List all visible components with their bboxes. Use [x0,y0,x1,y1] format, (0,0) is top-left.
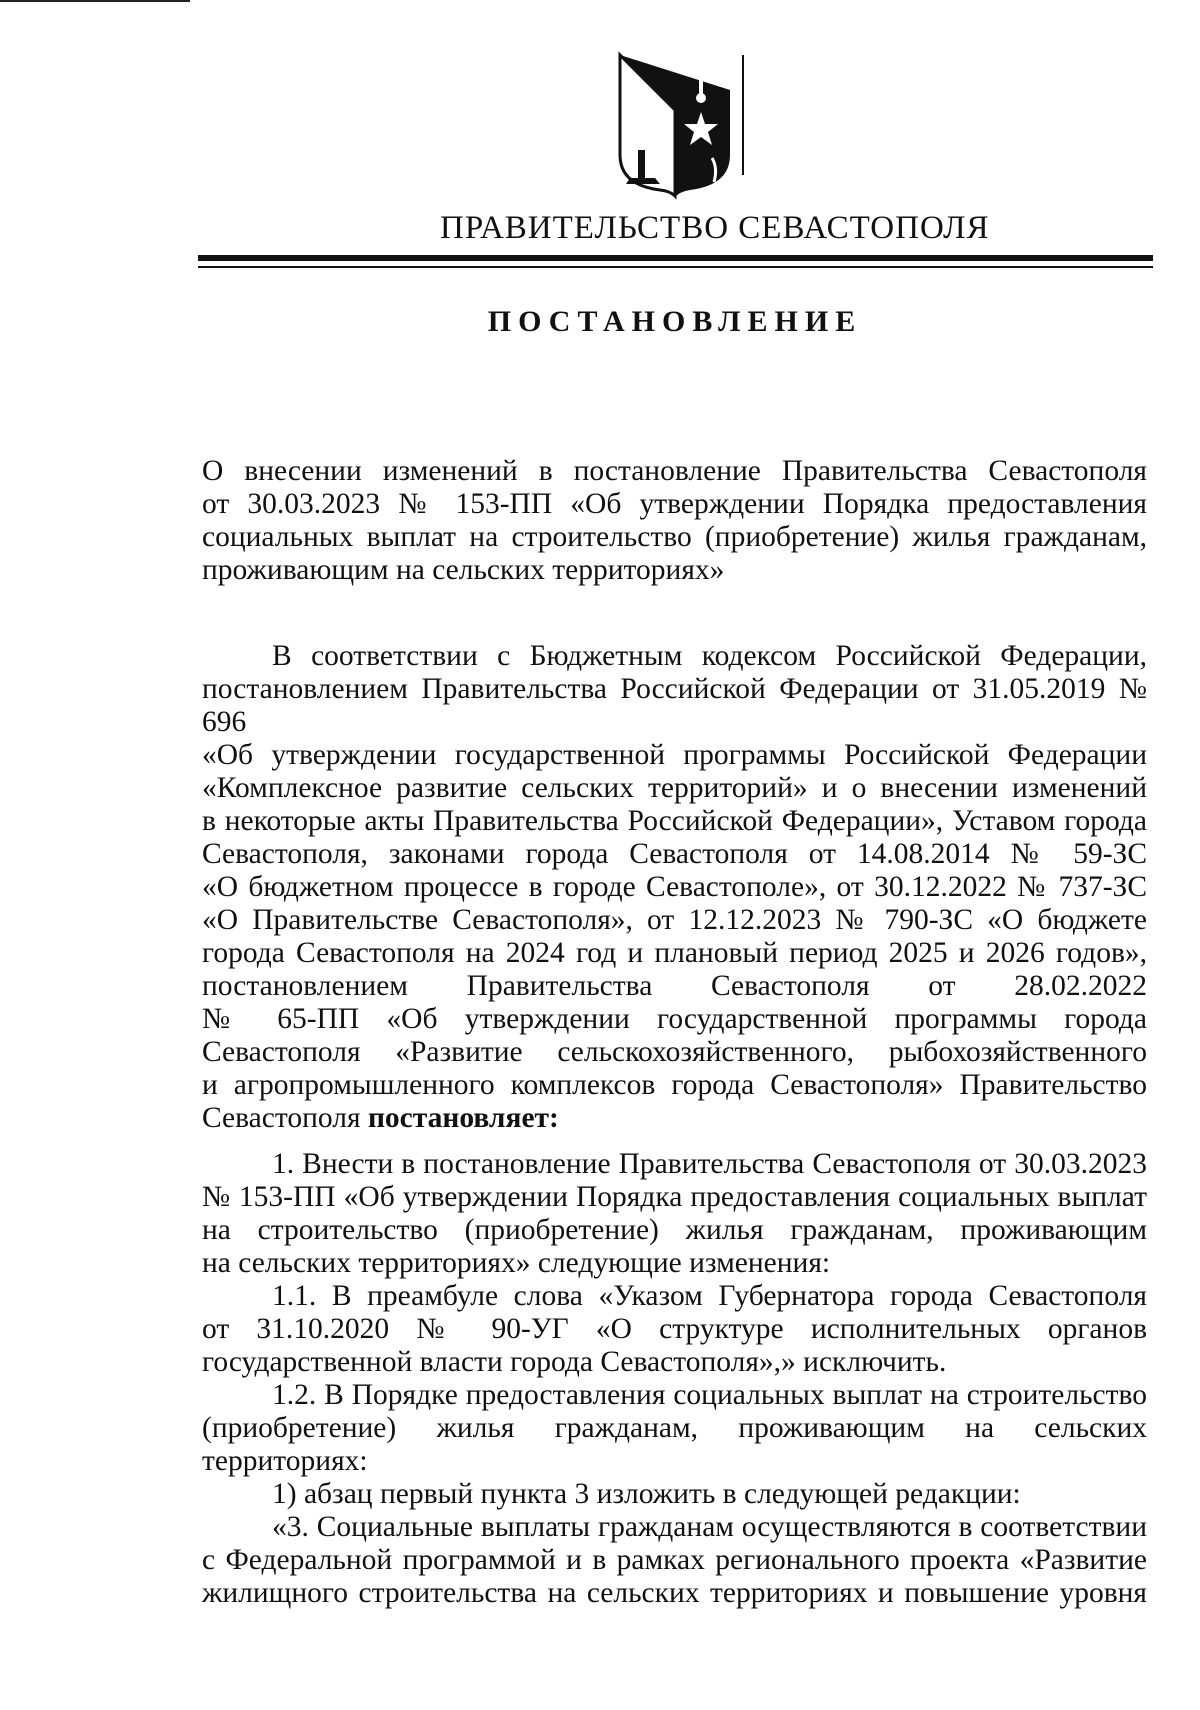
body-line: государственной власти города Севастополя»,» исключить. [202,1346,947,1378]
preamble-line: № 65-ПП «Об утверждении государственной программы города [202,1003,1147,1035]
header-rule-thick [198,255,1153,261]
preamble-line: В соответствии с Бюджетным кодексом Российской Федерации, [272,640,1147,672]
preamble [202,640,1147,1135]
title-line: О внесении изменений в постановление Правительства Севастополя [202,455,1147,487]
scan-edge-mark [0,0,190,2]
preamble-line: постановлением Правительства Российской Федерации от 31.05.2019 № 696 [202,673,1147,738]
government-name: ПРАВИТЕЛЬСТВО СЕВАСТОПОЛЯ [440,210,990,246]
sevastopol-coat-of-arms-emblem [600,50,750,200]
body-line: 1.2. В Порядке предоставления социальных выплат на строительство [272,1379,1147,1411]
title-line: проживающим на сельских территориях» [202,554,725,586]
body-line: от 31.10.2020 № 90-УГ «О структуре исполнительных органов [202,1313,1147,1345]
decree-verb: постановляет: [367,1102,559,1134]
preamble-line-final [202,1102,1147,1135]
body-line: с Федеральной программой и в рамках регионального проекта «Развитие [202,1544,1147,1576]
preamble-line: Севастополя, законами города Севастополя от 14.08.2014 № 59-ЗС [202,838,1147,870]
body-line: жилищного строительства на сельских территориях и повышение уровня [202,1577,1147,1609]
body-line: на сельских территориях» следующие изменения: [202,1247,831,1279]
preamble-line: постановлением Правительства Севастополя от 28.02.2022 [202,970,1147,1002]
resolution-body [202,1148,1147,1610]
preamble-line: «Об утверждении государственной программы Российской Федерации [202,739,1147,771]
body-line: (приобретение) жилья гражданам, проживающим на сельских территориях: [202,1412,1147,1477]
preamble-final-text: Севастополя [202,1102,368,1134]
header-rule-thin [198,266,1153,268]
preamble-line: Севастополя «Развитие сельскохозяйственного, рыбохозяйственного [202,1036,1147,1068]
title-line: социальных выплат на строительство (приобретение) жилья гражданам, [202,521,1147,553]
document-type-heading: ПОСТАНОВЛЕНИЕ [487,305,863,338]
preamble-line: в некоторые акты Правительства Российской Федерации», Уставом города [202,805,1147,837]
preamble-line: «Комплексное развитие сельских территорий» и о внесении изменений [202,772,1147,804]
body-line: 1) абзац первый пункта 3 изложить в следующей редакции: [272,1478,1021,1510]
body-line: 1. Внести в постановление Правительства Севастополя от 30.03.2023 [272,1148,1147,1180]
preamble-line: «О Правительстве Севастополя», от 12.12.2023 № 790-ЗС «О бюджете [202,904,1147,936]
preamble-line: города Севастополя на 2024 год и плановый период 2025 и 2026 годов», [202,937,1147,969]
body-line: «3. Социальные выплаты гражданам осуществляются в соответствии [272,1511,1147,1543]
body-line: на строительство (приобретение) жилья гражданам, проживающим [202,1214,1147,1246]
title-line: от 30.03.2023 № 153-ПП «Об утверждении Порядка предоставления [202,488,1147,520]
body-line: 1.1. В преамбуле слова «Указом Губернатора города Севастополя [272,1280,1147,1312]
preamble-line: «О бюджетном процессе в городе Севастополе», от 30.12.2022 № 737-ЗС [202,871,1147,903]
resolution-title [202,455,1147,587]
preamble-line: и агропромышленного комплексов города Севастополя» Правительство [202,1069,1147,1101]
body-line: № 153-ПП «Об утверждении Порядка предоставления социальных выплат [202,1181,1147,1213]
